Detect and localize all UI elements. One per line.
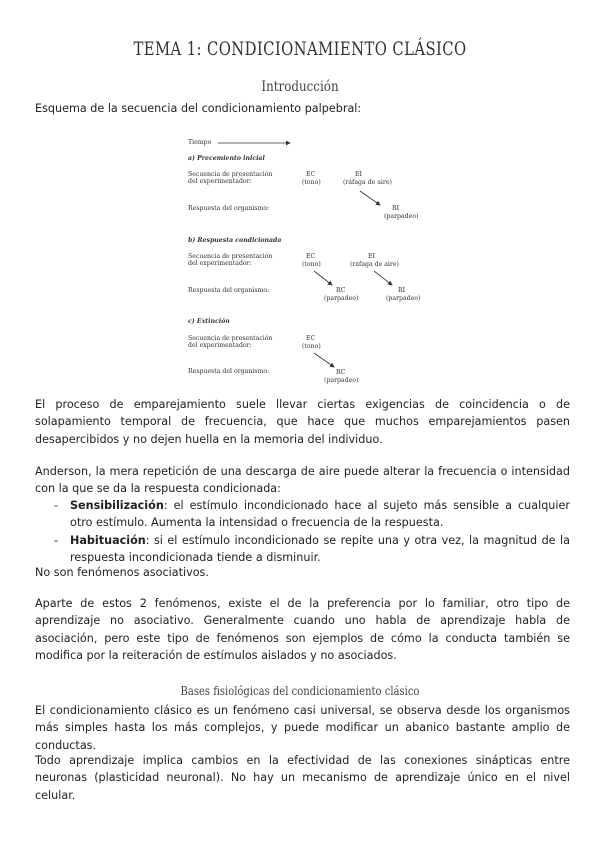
arrow-c-ec-rc xyxy=(314,353,334,367)
diagram-c-resp-label: Respuesta del organismo: xyxy=(188,368,270,375)
list-item xyxy=(54,497,570,532)
conditioning-diagram xyxy=(188,133,428,391)
diagram-a-seq-label-2: del experimentador: xyxy=(188,178,252,185)
diagram-b-rc: RC xyxy=(336,287,346,294)
diagram-c-title: c) Extinción xyxy=(188,318,230,325)
diagram-a-ec: EC xyxy=(306,171,316,178)
list-item-term: Sensibilización xyxy=(70,499,164,512)
diagram-c-ec-sub: (tono) xyxy=(302,343,321,350)
section-heading-bases: Bases fisiológicas del condicionamiento clásico xyxy=(180,683,420,698)
diagram-b-rc-sub: (parpadeo) xyxy=(324,295,359,302)
diagram-b-ri-sub: (parpadeo) xyxy=(386,295,421,302)
diagram-b-title: b) Respuesta condicionada xyxy=(188,237,282,244)
paragraph-universal: El condicionamiento clásico es un fenómeno casi universal, se observa desde los organismos más simples hasta los más complejos, y puede modificar un abanico bastante amplio de conductas. xyxy=(35,704,570,752)
diagram-b-ei: EI xyxy=(368,253,375,260)
paragraph-preferencia: Aparte de estos 2 fenómenos, existe el de la preferencia por lo familiar, otro tipo de aprendizaje no asociativo. Generalmente cuando uno habla de aprendizaje habla de asociación, pero este tipo de fenómenos son ejemplos de cómo la conducta también se modifica por la reiteración de estímulos aislados y no asociados. xyxy=(35,597,570,662)
diagram-b-ri: RI xyxy=(398,287,406,294)
diagram-b-resp-label: Respuesta del organismo: xyxy=(188,287,270,294)
intro-line: Esquema de la secuencia del condicionamiento palpebral: xyxy=(35,102,362,115)
diagram-c-rc-sub: (parpadeo) xyxy=(324,377,359,384)
diagram-b-ec: EC xyxy=(306,253,316,260)
list-item-text: : si el estímulo incondicionado se repite una y otra vez, la magnitud de la respuesta incondicionada tiende a disminuir. xyxy=(70,533,570,564)
diagram-c-ec: EC xyxy=(306,335,316,342)
list-item-term: Habituación xyxy=(70,533,146,547)
diagram-a-ri: RI xyxy=(392,205,400,212)
page-title: TEMA 1: CONDICIONAMIENTO CLÁSICO xyxy=(133,38,467,60)
diagram-time-label: Tiempo xyxy=(188,139,212,146)
diagram-a-seq-label-1: Secuencia de presentación xyxy=(188,171,273,178)
diagram-a-ei-sub: (ráfaga de aire) xyxy=(343,179,392,186)
diagram-a-resp-label: Respuesta del organismo: xyxy=(188,205,270,212)
no-asociativos-note: No son fenómenos asociativos. xyxy=(35,566,209,579)
section-heading-introduccion: Introducción xyxy=(261,79,339,95)
diagram-c-rc: RC xyxy=(336,369,346,376)
list-item-text: : el estímulo incondicionado hace al sujeto más sensible a cualquier otro estímulo. Aumenta la intensidad o frecuencia de la respuesta. xyxy=(70,499,570,530)
diagram-b-seq-label-1: Secuencia de presentación xyxy=(188,253,273,260)
paragraph-anderson: Anderson, la mera repetición de una descarga de aire puede alterar la frecuencia o intensidad con la que se da la respuesta condicionada: xyxy=(35,465,570,496)
list-item xyxy=(54,532,570,567)
paragraph-plasticidad: Todo aprendizaje implica cambios en la efectividad de las conexiones sinápticas entre neuronas (plasticidad neuronal). No hay un mecanismo de aprendizaje único en el nivel celular. xyxy=(35,754,570,802)
diagram-b-ei-sub: (ráfaga de aire) xyxy=(350,261,399,268)
diagram-c-seq-label-1: Secuencia de presentación xyxy=(188,335,273,342)
diagram-c-seq-label-2: del experimentador: xyxy=(188,342,252,349)
list-bullet: - xyxy=(54,499,59,512)
diagram-a-ei: EI xyxy=(355,171,362,178)
list-bullet: - xyxy=(54,533,59,547)
diagram-a-title: a) Precemiento inicial xyxy=(188,155,265,162)
arrow-b-ec-rc xyxy=(314,271,332,285)
phenomena-list xyxy=(54,497,570,566)
diagram-b-ec-sub: (tono) xyxy=(302,261,321,268)
arrow-a-ei-ri xyxy=(360,191,380,205)
diagram-a-ec-sub: (tono) xyxy=(302,179,321,186)
diagram-a-ri-sub: (parpadeo) xyxy=(384,213,419,220)
diagram-b-seq-label-2: del experimentador: xyxy=(188,260,252,267)
paragraph-emparejamiento: El proceso de emparejamiento suele llevar ciertas exigencias de coincidencia o de solapamiento temporal de frecuencia, que hace que muchos emparejamientos pasen desapercibidos y no dejen huella en la memoria del individuo. xyxy=(35,398,570,446)
arrow-b-ei-ri xyxy=(374,271,392,285)
